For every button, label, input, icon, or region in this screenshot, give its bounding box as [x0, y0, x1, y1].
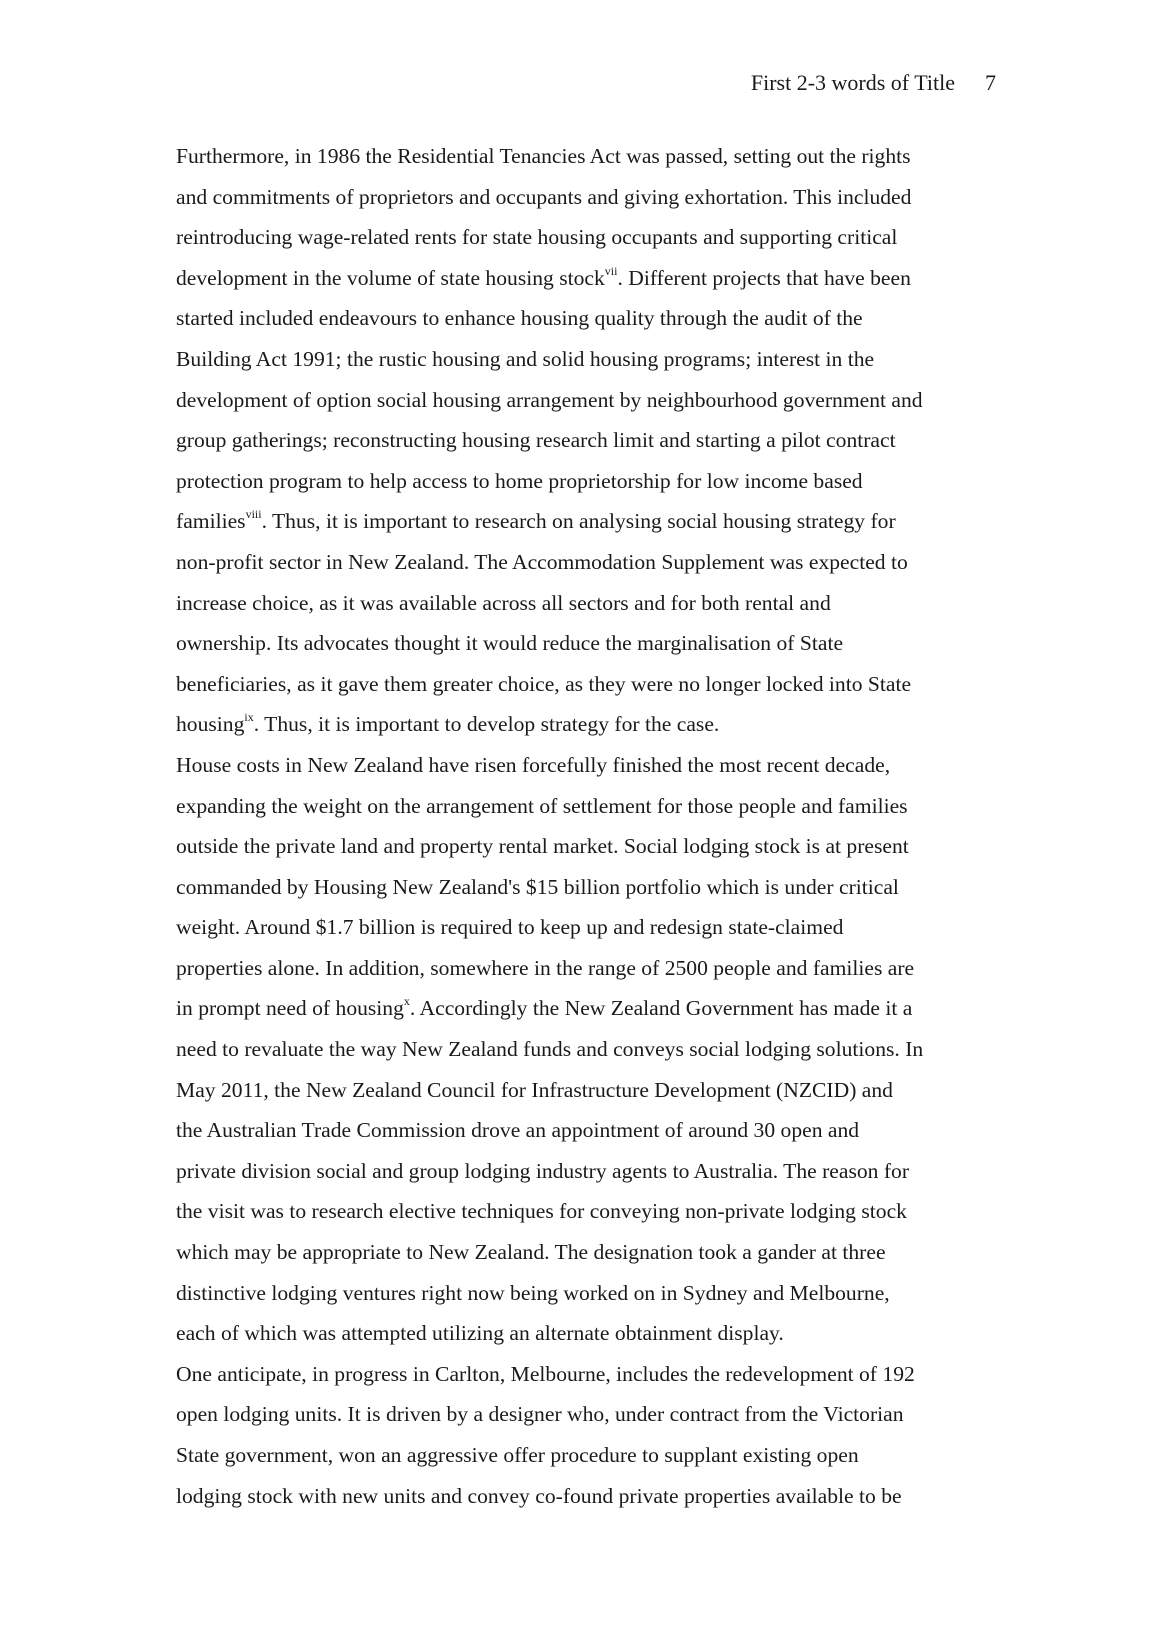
- text-segment: open lodging units. It is driven by a designer who, under contract from the Victorian: [176, 1402, 904, 1427]
- paragraph: [176, 1354, 998, 1516]
- text-line: [176, 786, 998, 827]
- text-line: [176, 298, 998, 339]
- text-segment: each of which was attempted utilizing an alternate obtainment display.: [176, 1321, 784, 1346]
- text-segment: . Different projects that have been: [617, 265, 911, 290]
- text-line: [176, 664, 998, 705]
- text-segment: weight. Around $1.7 billion is required to keep up and redesign state-claimed: [176, 915, 844, 940]
- text-line: [176, 217, 998, 258]
- text-line: [176, 1354, 998, 1395]
- text-segment: the visit was to research elective techniques for conveying non-private lodging stock: [176, 1199, 907, 1224]
- text-segment: need to revaluate the way New Zealand funds and conveys social lodging solutions. In: [176, 1037, 924, 1062]
- text-segment: private division social and group lodging industry agents to Australia. The reason for: [176, 1158, 910, 1183]
- text-segment: . Accordingly the New Zealand Government has made it a: [409, 996, 913, 1021]
- text-segment: properties alone. In addition, somewhere in the range of 2500 people and families are: [176, 955, 915, 980]
- text-line: [176, 583, 998, 624]
- paragraph: [176, 745, 998, 1354]
- endnote-reference: vii: [604, 263, 618, 278]
- text-segment: started included endeavours to enhance housing quality through the audit of the: [176, 306, 863, 331]
- text-line: [176, 1110, 998, 1151]
- text-line: [176, 461, 998, 502]
- text-line: [176, 136, 998, 177]
- text-line: [176, 1394, 998, 1435]
- text-segment: House costs in New Zealand have risen forcefully finished the most recent decade,: [176, 752, 891, 777]
- text-segment: increase choice, as it was available across all sectors and for both rental and: [176, 590, 831, 615]
- text-line: [176, 826, 998, 867]
- running-head: [751, 68, 996, 98]
- text-line: [176, 948, 998, 989]
- text-line: [176, 988, 998, 1029]
- text-line: [176, 1151, 998, 1192]
- text-line: [176, 1313, 998, 1354]
- running-title: First 2-3 words of Title: [750, 70, 955, 95]
- body-text: [176, 136, 998, 1516]
- text-segment: families: [176, 509, 246, 534]
- text-line: [176, 867, 998, 908]
- text-line: [176, 1191, 998, 1232]
- text-segment: commanded by Housing New Zealand's $15 billion portfolio which is under critical: [176, 874, 899, 899]
- text-segment: development in the volume of state housing stock: [176, 265, 605, 290]
- text-line: [176, 1435, 998, 1476]
- text-line: [176, 745, 998, 786]
- text-line: [176, 704, 998, 745]
- text-line: [176, 501, 998, 542]
- text-segment: group gatherings; reconstructing housing research limit and starting a pilot contract: [176, 428, 896, 453]
- page-number: 7: [985, 70, 996, 95]
- paragraph: [176, 136, 998, 745]
- text-segment: housing: [176, 712, 245, 737]
- text-line: [176, 1232, 998, 1273]
- text-line: [176, 623, 998, 664]
- text-segment: Furthermore, in 1986 the Residential Tenancies Act was passed, setting out the rights: [176, 144, 911, 168]
- text-segment: development of option social housing arrangement by neighbourhood government and: [176, 387, 923, 412]
- text-line: [176, 1029, 998, 1070]
- text-line: [176, 1273, 998, 1314]
- text-line: [176, 177, 998, 218]
- text-segment: One anticipate, in progress in Carlton, Melbourne, includes the redevelopment of 192: [176, 1361, 915, 1386]
- text-line: [176, 1476, 998, 1517]
- text-segment: in prompt need of housing: [176, 996, 404, 1021]
- text-line: [176, 380, 998, 421]
- text-segment: expanding the weight on the arrangement of settlement for those people and families: [176, 793, 908, 818]
- text-segment: . Thus, it is important to research on analysing social housing strategy for: [261, 509, 896, 534]
- text-line: [176, 907, 998, 948]
- text-segment: reintroducing wage-related rents for state housing occupants and supporting critical: [176, 225, 898, 250]
- text-line: [176, 1070, 998, 1111]
- text-segment: distinctive lodging ventures right now being worked on in Sydney and Melbourne,: [176, 1280, 890, 1305]
- text-segment: lodging stock with new units and convey co-found private properties available to be: [176, 1483, 902, 1508]
- text-segment: non-profit sector in New Zealand. The Accommodation Supplement was expected to: [176, 549, 908, 574]
- text-segment: May 2011, the New Zealand Council for Infrastructure Development (NZCID) and: [176, 1077, 893, 1102]
- text-segment: and commitments of proprietors and occupants and giving exhortation. This included: [176, 184, 912, 209]
- endnote-reference: viii: [245, 507, 262, 522]
- text-segment: which may be appropriate to New Zealand. The designation took a gander at three: [176, 1240, 886, 1265]
- text-segment: the Australian Trade Commission drove an appointment of around 30 open and: [176, 1118, 860, 1143]
- text-line: [176, 420, 998, 461]
- endnote-reference: ix: [244, 710, 254, 725]
- text-segment: outside the private land and property rental market. Social lodging stock is at present: [176, 834, 909, 859]
- text-segment: . Thus, it is important to develop strategy for the case.: [253, 712, 720, 737]
- text-line: [176, 542, 998, 583]
- text-segment: beneficiaries, as it gave them greater choice, as they were no longer locked into State: [176, 671, 912, 696]
- text-line: [176, 339, 998, 380]
- endnote-reference: x: [403, 994, 410, 1009]
- text-segment: Building Act 1991; the rustic housing and solid housing programs; interest in the: [176, 346, 875, 371]
- text-segment: ownership. Its advocates thought it would reduce the marginalisation of State: [176, 631, 844, 656]
- text-segment: protection program to help access to home proprietorship for low income based: [176, 468, 863, 493]
- text-segment: State government, won an aggressive offer procedure to supplant existing open: [176, 1443, 859, 1467]
- text-line: [176, 258, 998, 299]
